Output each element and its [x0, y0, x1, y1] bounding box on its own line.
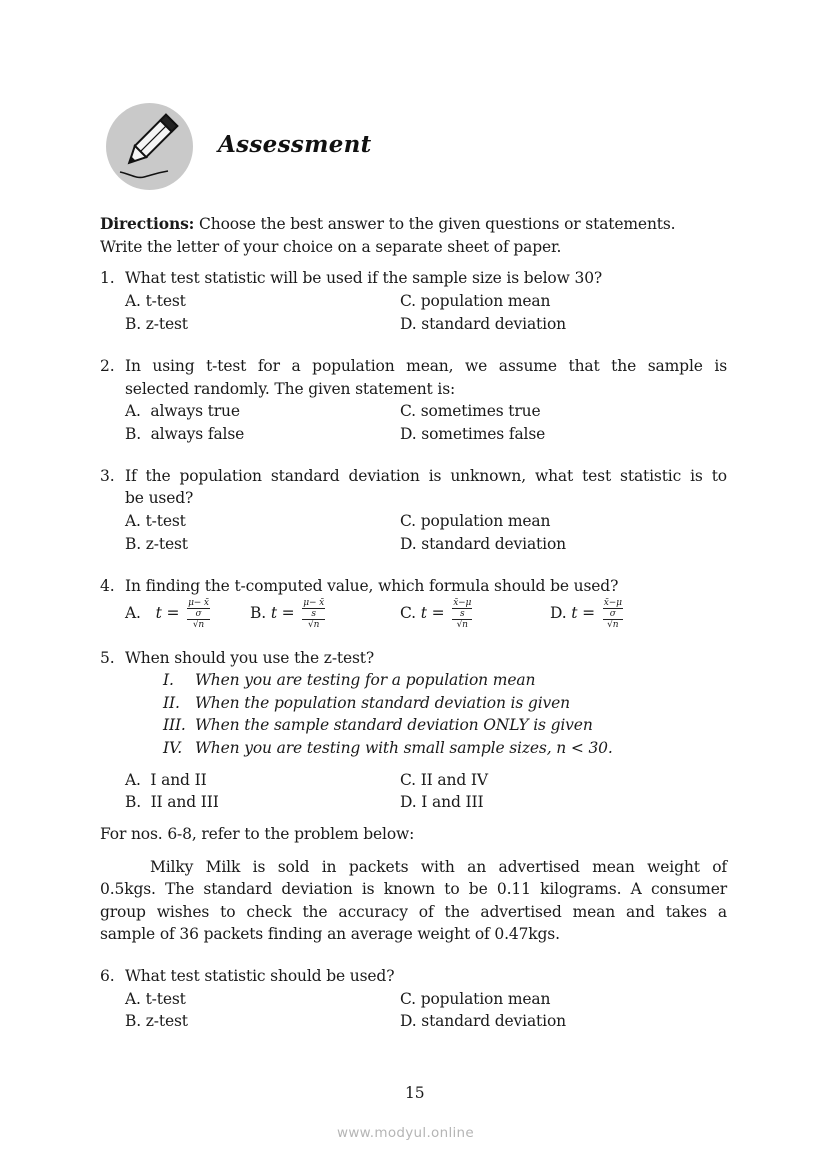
statement-numeral: IV.: [163, 739, 183, 757]
question-number: 3.: [100, 467, 115, 485]
choice-d[interactable]: D. standard deviation: [400, 1012, 566, 1030]
formula-fraction: [452, 598, 472, 630]
choice-c[interactable]: C. population mean: [400, 990, 551, 1008]
choice-b[interactable]: B. II and III: [125, 793, 219, 811]
problem-line-4: sample of 36 packets finding an average weight of 0.47kgs.: [100, 925, 560, 943]
question-number: 6.: [100, 967, 115, 985]
choice-c[interactable]: C. population mean: [400, 292, 551, 310]
numerator: x̄−μ: [453, 598, 472, 608]
formula-fraction: [302, 598, 325, 630]
problem-text: 0.5kgs. The standard deviation is known to be 0.11 kilograms. A consumer: [100, 880, 727, 898]
choice-label: B.: [250, 604, 267, 622]
choice-label: C.: [400, 604, 416, 622]
statement-text: When the sample standard deviation ONLY is given: [195, 716, 593, 734]
question-text: If the population standard deviation is unknown, what test statistic is to: [125, 467, 727, 485]
numerator: μ− x̄: [303, 598, 325, 608]
denominator-bottom: √n: [452, 619, 472, 630]
statement-text: When you are testing for a population mean: [195, 671, 536, 689]
question-number: 2.: [100, 357, 115, 375]
problem-text: Milky Milk is sold in packets with an advertised mean weight of: [150, 858, 727, 876]
choice-d[interactable]: D. standard deviation: [400, 535, 566, 553]
numerator: μ− x̄: [188, 598, 209, 608]
question-text-line-2: selected randomly. The given statement is:: [125, 380, 456, 398]
choice-d[interactable]: D. I and III: [400, 793, 484, 811]
statement-numeral: III.: [163, 716, 186, 734]
choice-b[interactable]: B. z-test: [125, 1012, 188, 1030]
question-text: In finding the t-computed value, which formula should be used?: [125, 577, 619, 595]
denominator-top: s: [311, 609, 316, 619]
choice-label: D.: [550, 604, 567, 622]
choice-d[interactable]: D. sometimes false: [400, 425, 546, 443]
page-title: Assessment: [218, 131, 372, 158]
choice-a[interactable]: A. t-test: [125, 990, 186, 1008]
directions-label: Directions:: [100, 214, 195, 233]
denominator-bottom: √n: [603, 619, 623, 630]
watermark: www.modyul.online: [337, 1125, 475, 1141]
statement-text: When the population standard deviation is given: [195, 694, 570, 712]
denominator-top: σ: [609, 609, 616, 619]
statement-numeral: II.: [163, 694, 180, 712]
choice-label: A.: [125, 604, 141, 622]
choice-a[interactable]: A. always true: [125, 402, 240, 420]
choice-b[interactable]: B. always false: [125, 425, 245, 443]
formula-lhs: t =: [155, 604, 180, 622]
question-text: In using t-test for a population mean, we assume that the sample is: [125, 357, 727, 375]
directions-line-1: Choose the best answer to the given questions or statements.: [199, 215, 676, 233]
choice-a[interactable]: A. t-test: [125, 292, 186, 310]
question-number: 1.: [100, 269, 115, 287]
choice-d[interactable]: D. standard deviation: [400, 315, 566, 333]
choice-c[interactable]: [400, 598, 472, 630]
statement-text: When you are testing with small sample sizes, n < 30.: [195, 739, 613, 757]
question-text: When should you use the z-test?: [125, 649, 375, 667]
directions: [100, 213, 727, 236]
choice-b[interactable]: B. z-test: [125, 315, 188, 333]
choice-c[interactable]: C. population mean: [400, 512, 551, 530]
choice-c[interactable]: C. sometimes true: [400, 402, 541, 420]
question-text: What test statistic will be used if the sample size is below 30?: [125, 269, 603, 287]
question-text-line-2: be used?: [125, 489, 194, 507]
denominator-top: s: [459, 609, 465, 619]
choice-a[interactable]: A. t-test: [125, 512, 186, 530]
choice-d[interactable]: [550, 598, 623, 630]
formula-fraction: [187, 598, 210, 630]
pencil-icon: [106, 103, 193, 190]
problem-text: group wishes to check the accuracy of the advertised mean and takes a: [100, 903, 727, 921]
denominator-bottom: √n: [187, 619, 210, 630]
formula-fraction: [603, 598, 623, 630]
choice-a[interactable]: A. I and II: [125, 771, 207, 789]
numerator: x̄−μ: [603, 598, 622, 608]
formula-lhs: t =: [571, 604, 595, 622]
formula-lhs: t =: [420, 604, 445, 622]
denominator-top: σ: [195, 609, 202, 619]
choice-b[interactable]: B. z-test: [125, 535, 188, 553]
question-number: 4.: [100, 577, 115, 595]
formula-lhs: t =: [270, 604, 295, 622]
choice-c[interactable]: C. II and IV: [400, 771, 488, 789]
reference-intro: For nos. 6-8, refer to the problem below:: [100, 825, 415, 843]
denominator-bottom: √n: [302, 619, 325, 630]
question-text-line-1: [125, 465, 727, 510]
choice-a[interactable]: [125, 598, 210, 630]
page-number: 15: [405, 1084, 425, 1102]
question-text: What test statistic should be used?: [125, 967, 395, 985]
statement-numeral: I.: [163, 671, 174, 689]
choice-b[interactable]: [250, 598, 325, 630]
directions-line-2: Write the letter of your choice on a separate sheet of paper.: [100, 238, 562, 256]
question-number: 5.: [100, 649, 115, 667]
